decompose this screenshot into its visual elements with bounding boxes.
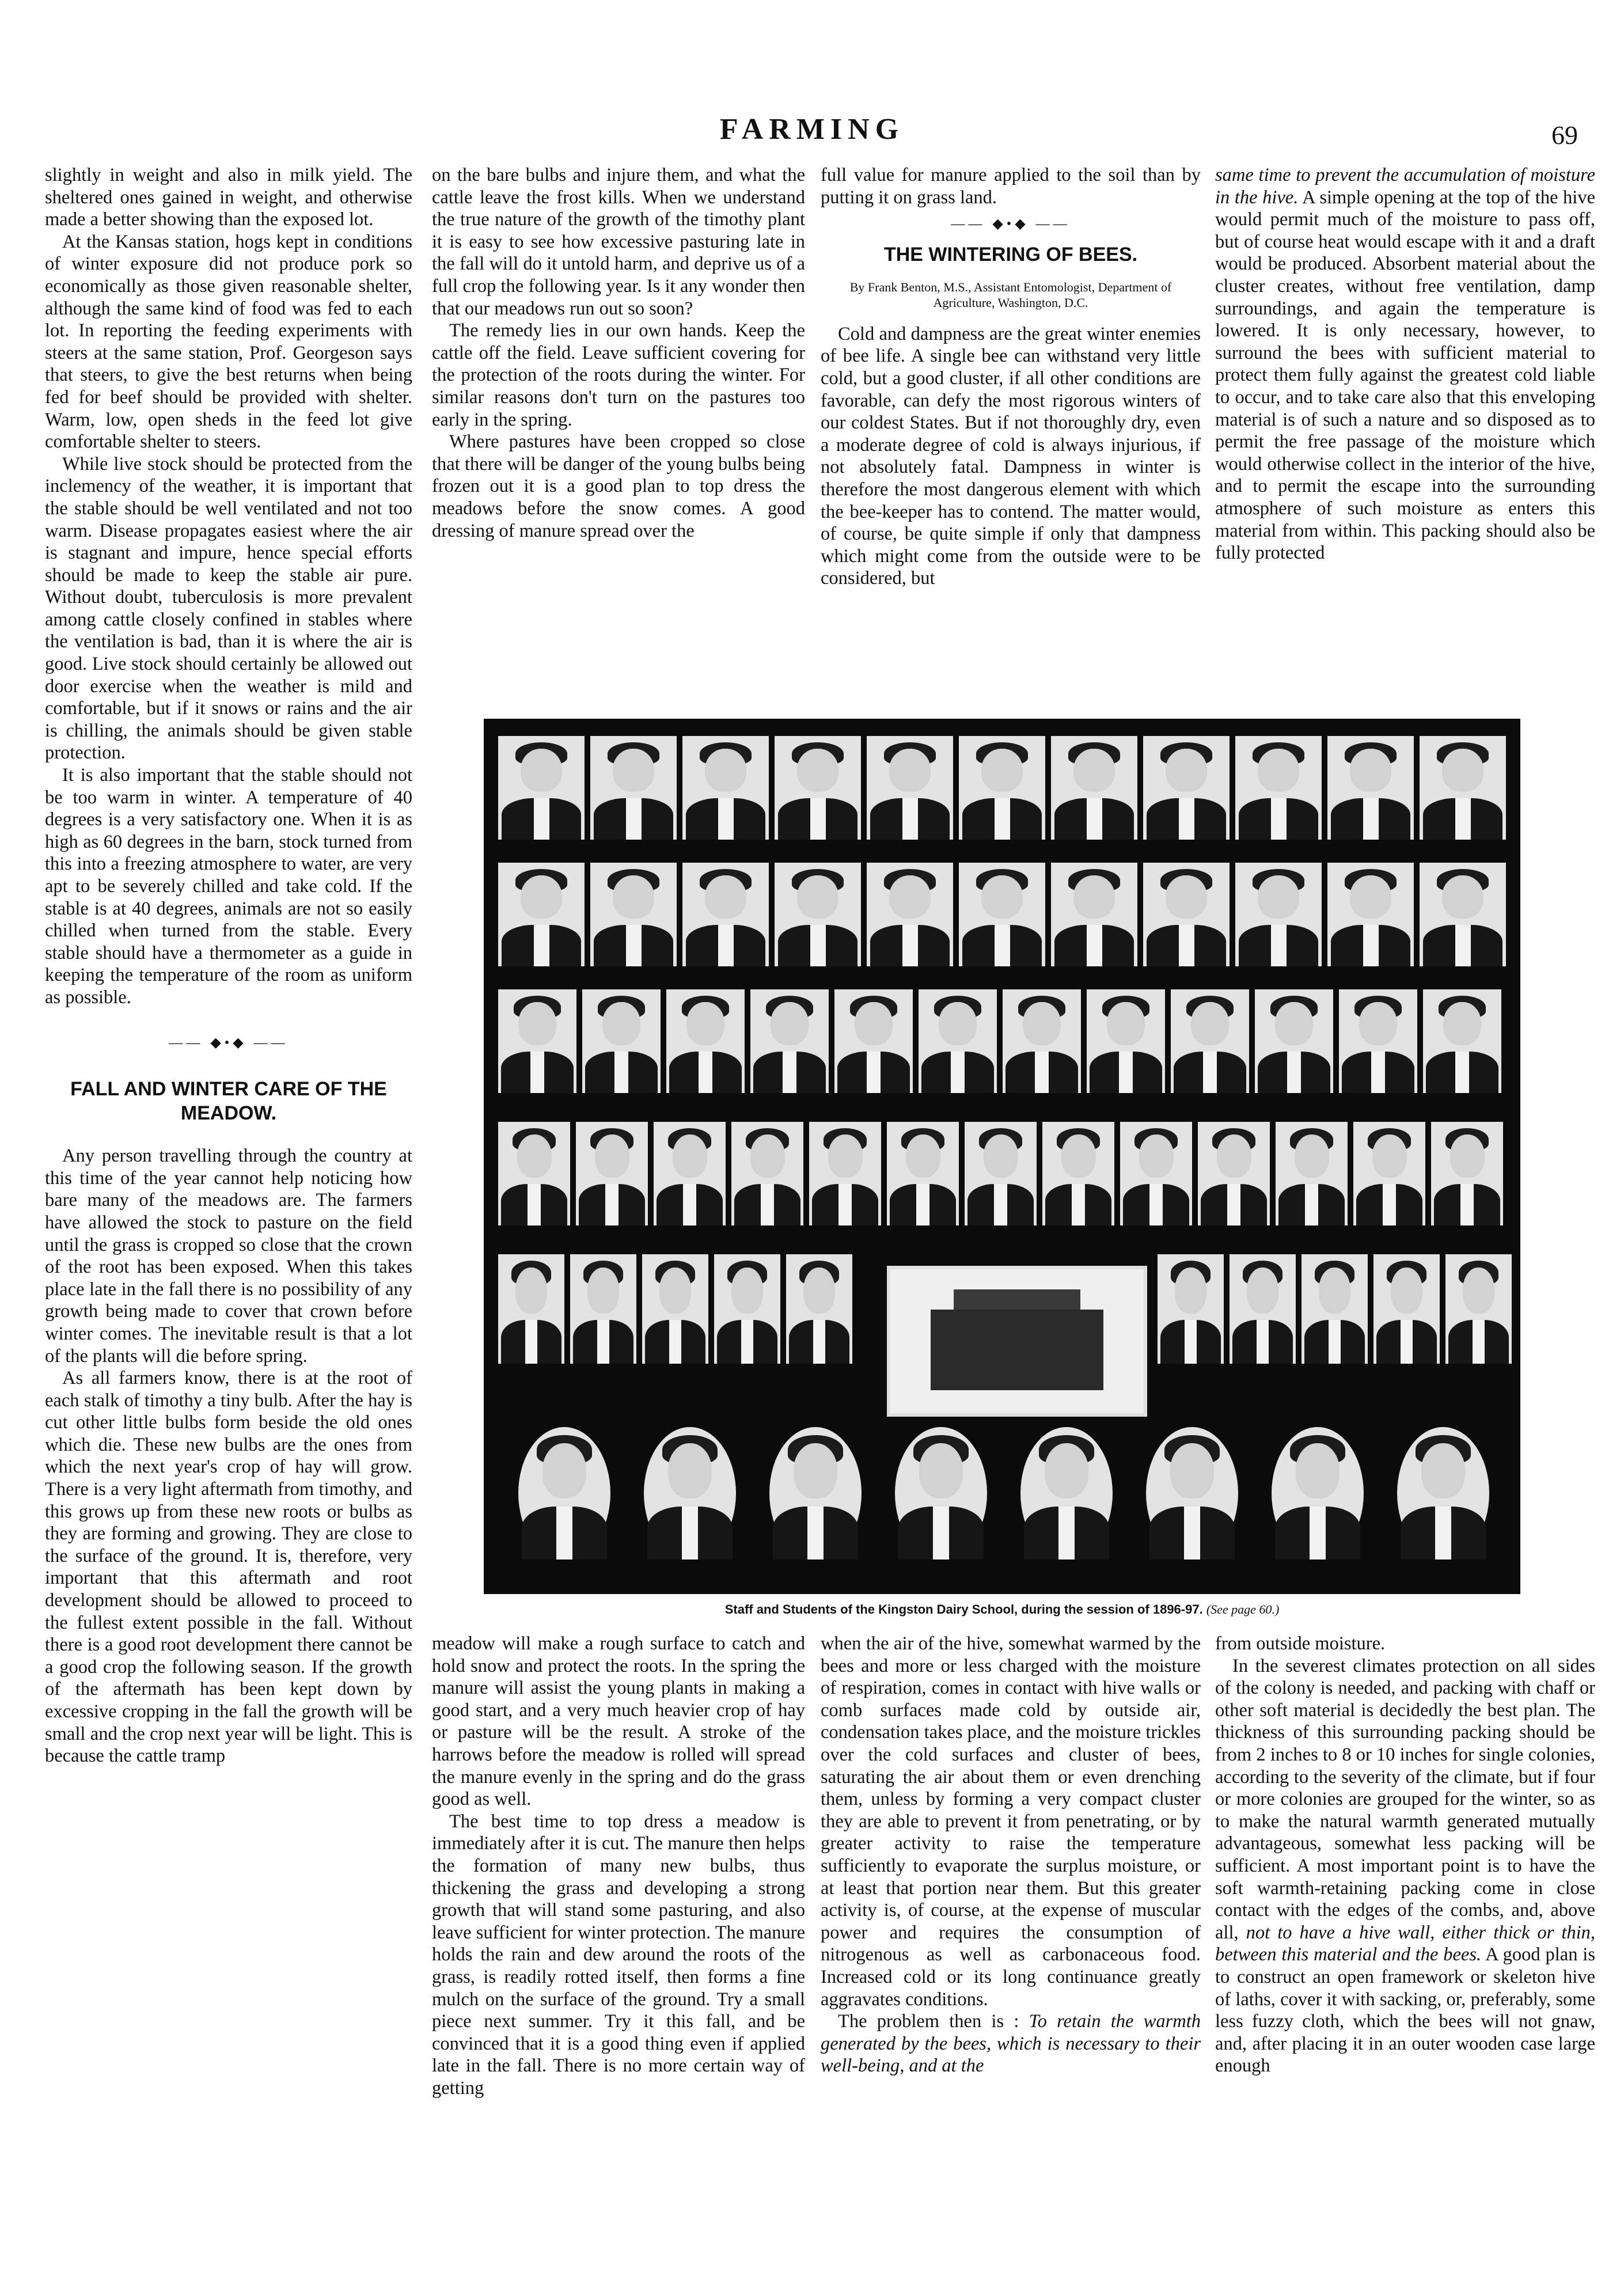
column-3-top [821, 164, 1201, 590]
paragraph: It is also important that the stable should not be too warm in winter. A temperature of 40 degrees is a very satisfactory one. When it is as high as 60 degrees in the barn, stock turned from this into a freezing atmosphere to water, are very apt to be severely chilled and take cold. If the stable is at 40 degrees, animals are not so easily chilled when turned from the stable. Every stable should have a thermometer as a guide in keeping the temperature of the room as uniform as possible. [45, 765, 412, 1008]
paragraph: While live stock should be protected from the inclemency of the weather, it is important that the stable should be well ventilated and not too warm. Disease propagates easiest where the air is stagnant and impure, hence special efforts should be made to keep the stable air pure. Without doubt, tuberculosis is more prevalent among cattle closely confined in stables where the ventilation is bad, than it is where the air is good. Live stock should certainly be allowed out door exercise when the weather is mild and comfortable, but if it snows or rains and the air is chilling, the animals should be given stable protection. [45, 453, 412, 764]
author-byline: By Frank Benton, M.S., Assistant Entomologist, Department of Agriculture, Washington, D.C. [849, 279, 1172, 310]
portrait [1198, 1122, 1270, 1225]
section-ornament: —— ◆•◆ —— [169, 1035, 289, 1050]
paragraph-text: A good plan is to construct an open framework or skeleton hive of laths, cover it with sacking, or, preferably, some less fuzzy cloth, which the bees will not gnaw, and, after placing it in an outer wooden case large enough [1215, 1944, 1595, 2077]
portrait [1373, 1254, 1440, 1364]
portrait [590, 736, 677, 840]
portrait [959, 863, 1045, 966]
portrait [775, 736, 861, 840]
portrait [498, 1254, 564, 1364]
paragraph: when the air of the hive, somewhat warmed by the bees and more or less charged with the moisture of respiration, comes in contact with hive walls or comb surfaces made cold by outside air, condensation takes place, and the moisture trickles over the cold surfaces and cluster of bees, saturating the air about them or even drenching them, unless by forming a very compact cluster they are able to prevent it from penetrating, or by greater activity to raise the temperature sufficiently to evaporate the surplus moisture, or at least that portion near them. But this greater activity is, of course, at the expense of muscular power and requires the consumption of nitrogenous as well as carbonaceous food. Increased cold or its long continuance greatly aggravates conditions. [821, 1633, 1201, 2010]
portrait [714, 1254, 780, 1364]
portrait [498, 989, 576, 1093]
portrait [867, 863, 953, 966]
italic-text: same time to prevent the accumulation of moisture in the hive. [1215, 165, 1595, 208]
portrait [1087, 989, 1165, 1093]
portrait [1423, 989, 1501, 1093]
portrait [1235, 863, 1322, 966]
portrait [654, 1122, 726, 1225]
portrait [1255, 989, 1333, 1093]
portrait [1158, 1254, 1224, 1364]
paragraph [1215, 1655, 1595, 2077]
section-heading-bees: THE WINTERING OF BEES. [883, 243, 1138, 265]
portrait [1143, 863, 1230, 966]
portrait [895, 1427, 987, 1560]
portrait [1327, 736, 1414, 840]
portrait [1420, 736, 1506, 840]
portrait [1051, 736, 1137, 840]
portrait [1230, 1254, 1296, 1364]
portrait [1143, 736, 1230, 840]
paragraph [1215, 164, 1595, 564]
portrait [1146, 1427, 1238, 1560]
portrait [775, 863, 861, 966]
paragraph: The remedy lies in our own hands. Keep the cattle off the field. Leave sufficient covering for the protection of the roots during the winter. For similar reasons don't turn on the pastures too early in the spring. [432, 320, 805, 430]
paragraph: At the Kansas station, hogs kept in conditions of winter exposure did not produce pork so economically as those given reasonable shelter, although the same kind of food was fed to each lot. In reporting the feeding experiments with steers at the same station, Prof. Georgeson says that steers, to give the best returns when being fed for beef should be provided with shelter. Warm, low, open sheds in the feed lot give comfortable shelter to steers. [45, 231, 412, 453]
running-head: FARMING [719, 113, 905, 146]
portrait [1397, 1427, 1489, 1560]
column-2-top [432, 164, 805, 542]
paragraph: from outside moisture. [1215, 1633, 1386, 1654]
italic-text: not to have a hive wall, either thick or thin, between this material and the bees. [1215, 1922, 1596, 1966]
portrait [867, 736, 953, 840]
portrait [750, 989, 829, 1093]
portrait [644, 1427, 736, 1560]
column-4-top [1215, 164, 1595, 564]
section-ornament: —— ◆•◆ —— [951, 217, 1071, 232]
portrait [1042, 1122, 1114, 1225]
portrait [769, 1427, 862, 1560]
portrait [887, 1122, 959, 1225]
portrait [1302, 1254, 1368, 1364]
portrait [919, 989, 997, 1093]
portrait [1339, 989, 1417, 1093]
portrait [518, 1427, 610, 1560]
paragraph: Cold and dampness are the great winter enemies of bee life. A single bee can withstand very little cold, but a good cluster, if all other conditions are favorable, can defy the most rigorous winters of our coldest States. But if not thoroughly dry, even a moderate degree of cold is always injurious, if not absolutely fatal. Dampness in winter is therefore the most dangerous element with which the bee-keeper has to contend. The matter would, of course, be quite simple if only that dampness which might come from the outside were to be considered, but [821, 323, 1201, 589]
portrait [582, 989, 661, 1093]
italic-text: To retain the warmth generated by the bees, which is necessary to their well-being, and at the [821, 2011, 1201, 2077]
portrait [642, 1254, 708, 1364]
portrait [570, 1254, 636, 1364]
paragraph-text: In the severest climates protection on all sides of the colony is needed, and packing with chaff or other soft material is decidedly the best plan. The thickness of this surrounding packing should be from 2 inches to 8 or 10 inches for single colonies, according to the severity of the climate, but if four or more colonies are grouped for the winter, so as to make the natural warmth generated mutually advantageous, somewhat less packing will be sufficient. A most important point is to have the soft warmth-retaining packing come in close contact with the edges of the combs, and, above all, [1215, 1655, 1595, 1943]
section-heading-meadow: FALL AND WINTER CARE OF THE MEADOW. [70, 1078, 387, 1125]
column-1 [45, 164, 412, 1767]
portrait [965, 1122, 1037, 1225]
paragraph: meadow will make a rough surface to catch and hold snow and protect the roots. In the spring the manure will assist the young plants in making a good start, and a very much heavier crop of hay or pasture will be the result. A stroke of the harrows before the meadow is rolled will spread the manure evenly in the spring and do the grass good as well. [432, 1633, 805, 1810]
portrait [1445, 1254, 1512, 1364]
portrait [498, 736, 585, 840]
portrait [498, 1122, 570, 1225]
portrait [1120, 1122, 1192, 1225]
portrait [1171, 989, 1249, 1093]
portrait [959, 736, 1045, 840]
portrait [1020, 1427, 1113, 1560]
paragraph: Where pastures have been cropped so close that there will be danger of the young bulbs being frozen out it is a good plan to top dress the meadows before the snow comes. A good dressing of manure spread over the [432, 431, 805, 541]
paragraph-text: A simple opening at the top of the hive would permit much of the moisture to pass off, but of course heat would escape with it and a draft would be produced. Absorbent material about the cluster creates, without free ventilation, damp surroundings, and again the temperature is lowered. It is only necessary, however, to surround the bees with sufficient material to protect them fully against the greatest cold liable to occur, and to take care also that this enveloping material is of such a nature and so disposed as to permit the free passage of the moisture which would otherwise collect in the interior of the hive, and to permit the escape into the surrounding atmosphere of such moisture as enters this material from within. This packing should also be fully protected [1215, 187, 1596, 564]
paragraph: The best time to top dress a meadow is immediately after it is cut. The manure then helps the formation of many new bulbs, thus thickening the grass and developing a strong growth that will stand some pasturing, and also leave sufficient for winter protection. The manure holds the rain and dew around the roots of the grass, is readily rotted itself, then forms a fine mulch on the surface of the ground. Try a small piece next summer. Try it this fall, and be convinced that it is a good thing even if applied late in the fall. There is no more certain way of getting [432, 1811, 805, 2099]
portrait [590, 863, 677, 966]
portrait [834, 989, 913, 1093]
school-building-image [887, 1266, 1147, 1417]
group-photograph [484, 719, 1520, 1594]
portrait [1272, 1427, 1364, 1560]
portrait [498, 863, 585, 966]
portrait [682, 736, 769, 840]
portrait [666, 989, 745, 1093]
paragraph: slightly in weight and also in milk yield. The sheltered ones gained in weight, and otherwise made a better showing than the exposed lot. [45, 165, 412, 230]
paragraph: full value for manure applied to the soil than by putting it on grass land. [821, 165, 1201, 208]
portrait [682, 863, 769, 966]
portrait [1327, 863, 1414, 966]
page-number: 69 [1551, 120, 1578, 150]
portrait [731, 1122, 803, 1225]
column-2-bottom [432, 1633, 805, 2099]
portrait [1235, 736, 1322, 840]
photo-caption [484, 1602, 1520, 1617]
portrait [1431, 1122, 1503, 1225]
paragraph: Any person travelling through the country at this time of the year cannot help noticing how bare many of the meadows are. The farmers have allowed the stock to pasture on the field until the grass is cropped so close that the crown of the root has been exposed. When this takes place late in the fall there is no possibility of any growth being made to cover that crown before winter comes. The inevitable result is that a lot of the plants will die before spring. [45, 1145, 412, 1367]
portrait [1051, 863, 1137, 966]
portrait [1420, 863, 1506, 966]
portrait [1276, 1122, 1348, 1225]
portrait [1003, 989, 1081, 1093]
portrait [576, 1122, 648, 1225]
paragraph [821, 2010, 1201, 2077]
paragraph: on the bare bulbs and injure them, and what the cattle leave the frost kills. When we understand the true nature of the growth of the timothy plant it is easy to see how excessive pasturing late in the fall will do it untold harm, and deprive us of a full crop the following year. Is it any wonder then that our meadows run out so soon? [432, 165, 805, 319]
portrait [1353, 1122, 1425, 1225]
photo-caption-reference: (See page 60.) [1206, 1602, 1280, 1617]
column-4-bottom [1215, 1633, 1595, 2077]
photo-caption-text: Staff and Students of the Kingston Dairy School, during the session of 1896-97. [724, 1602, 1203, 1617]
paragraph-text: The problem then is : [838, 2011, 1029, 2032]
portrait [786, 1254, 852, 1364]
paragraph: As all farmers know, there is at the root of each stalk of timothy a tiny bulb. After the hay is cut other little bulbs form beside the old ones which die. These new bulbs are the ones from which the next year's crop of hay will grow. There is a very light aftermath from timothy, and this grows up from these new roots or bulbs as they are forming and growing. They are close to the surface of the ground. It is, therefore, very important that this aftermath and root development should be allowed to proceed to the fullest extent possible in the fall. Without there is a good root development there cannot be a good crop the following season. If the growth of the aftermath has been kept down by excessive cropping in the fall the growth will be small and the crop next year will be light. This is because the cattle tramp [45, 1368, 412, 1767]
portrait [809, 1122, 881, 1225]
column-3-bottom [821, 1633, 1201, 2077]
